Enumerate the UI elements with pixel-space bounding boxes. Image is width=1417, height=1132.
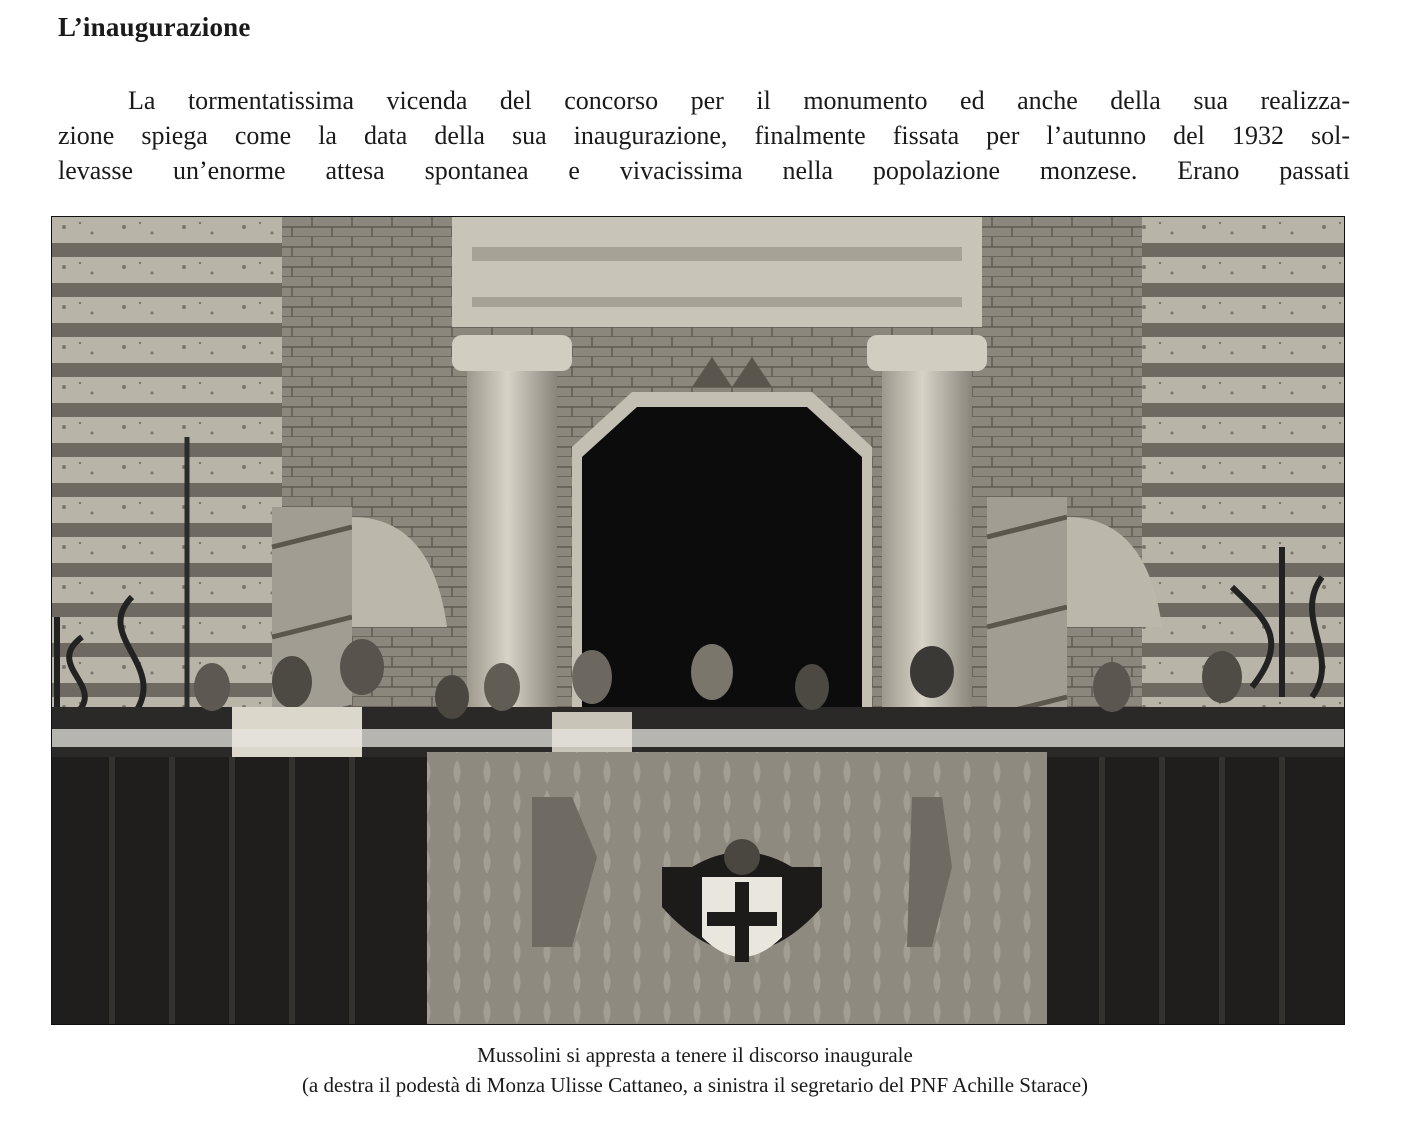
paragraph-line-3: levasse un’enorme attesa spontanea e vivacissima nella popolazione monzese. Erano passati (58, 156, 1350, 185)
paragraph-line-1: La tormentatissima vicenda del concorso per il monumento ed anche della sua realizza- (128, 86, 1350, 115)
section-heading: L’inaugurazione (58, 12, 251, 42)
entablature (452, 217, 982, 327)
caption-line-1: Mussolini si appresta a tenere il discorso inaugurale (477, 1043, 913, 1067)
paragraph-line-2: zione spiega come la data della sua inaugurazione, finalmente fissata per l’autunno del 1932 sol- (58, 121, 1350, 150)
body-paragraph (58, 83, 1350, 188)
balcony-scene (52, 217, 1344, 1024)
caption-line-2: (a destra il podestà di Monza Ulisse Cattaneo, a sinistra il segretario del PNF Achille Starace) (301, 1073, 1089, 1097)
left-stone-wall (52, 217, 282, 747)
historical-photograph (51, 216, 1345, 1025)
right-stone-wall (1142, 217, 1344, 747)
photo-caption (0, 1040, 1390, 1100)
